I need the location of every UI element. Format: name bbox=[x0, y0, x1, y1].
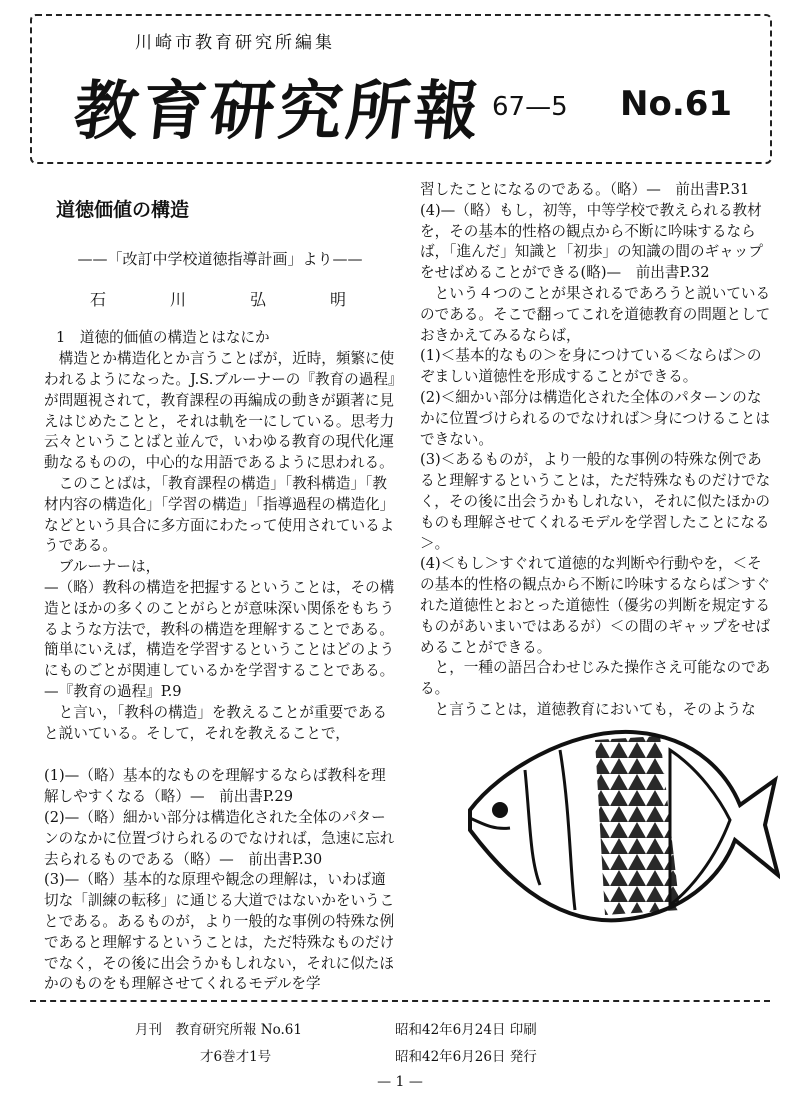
article-title: 道徳価値の構造 bbox=[56, 199, 190, 221]
paragraph: ブルーナーは， bbox=[58, 558, 161, 576]
section-heading: 1 道徳的価値の構造とはなにか bbox=[56, 329, 270, 347]
footer-volume: 才6巻才1号 bbox=[200, 1049, 272, 1065]
list-item: (4)＜もし＞すぐれて道徳的な判断や行動やを，＜その基本的性格の観点から不断に吟味するならば＞すぐれた道徳性とおとった道徳性（優劣の判断を規定するものがあいまいではあるが）＜の間のギャップをせばめることができる。 bbox=[420, 555, 771, 656]
issue-number: No.61 bbox=[620, 84, 733, 124]
footer-print-date: 昭和42年6月24日 印刷 bbox=[395, 1022, 537, 1038]
quote-item: (1)—（略）基本的なものを理解するならば教科を理解しやすくなる（略）— 前出書P.29 bbox=[44, 767, 386, 806]
right-column bbox=[420, 180, 772, 721]
quote-item: (2)—（略）細かい部分は構造化された全体のパターンのなかに位置づけられるのでなければ，急速に忘れ去られるものである（略）— 前出書P.30 bbox=[44, 808, 395, 868]
paragraph: 構造とか構造化とか言うことばが，近時，頻繁に使われるようになった。J.S.ブルーナーの『教育の過程』が問題視されて，教育課程の再編成の動きが顕著に見えはじめたことと，それは軌を一にしている。思考力云々ということばと並んで，いわゆる教育の現代化運動なるものの，中心的な用語であるように思われる。 bbox=[44, 350, 396, 472]
paragraph: このことばは，「教育課程の構造」「教科構造」「教材内容の構造化」「学習の構造」「指導過程の構造化」などという具合に多方面にわたって使用されているようである。 bbox=[44, 474, 395, 555]
footer-issue-date: 昭和42年6月26日 発行 bbox=[395, 1049, 537, 1065]
article-subtitle: ——「改訂中学校道徳指導計画」より—— bbox=[77, 249, 363, 268]
paragraph: 習したことになるのである。（略）— 前出書P.31 bbox=[420, 181, 750, 198]
quote-block: —（略）教科の構造を把握するということは，その構造とほかの多くのことがらとが意味深い関係をもちうるような方法で，教科の構造を理解することである。簡単にいえば，構造を学習するということはどのようにものごとが関連しているかを学習することである。—『教育の過程』P.9 bbox=[44, 578, 395, 700]
footer-divider bbox=[30, 1000, 770, 1002]
paragraph: と言うことは，道徳教育においても，そのような bbox=[434, 700, 756, 718]
masthead-title: 教育研究所報 bbox=[70, 75, 487, 149]
quote-item: (4)—（略）もし，初等，中等学校で教えられる教材を，その基本的性格の観点から不断に吟味するならば，「進んだ」知識と「初歩」の知識の間のギャップをせばめることができる(略)— 前出書P.32 bbox=[420, 201, 763, 282]
footer-publication: 月刊 教育研究所報 No.61 bbox=[135, 1022, 302, 1038]
issue-date: 67—5 bbox=[492, 92, 568, 122]
page-number: — 1 — bbox=[377, 1074, 423, 1090]
left-column bbox=[44, 200, 396, 995]
list-item: (1)＜基本的なもの＞を身につけている＜ならば＞のぞましい道徳性を形成することができる。 bbox=[420, 347, 762, 386]
paragraph: という４つのことが果されるであろうと説いているのである。そこで翻ってこれを道徳教育の問題としておきかえてみるならば， bbox=[420, 284, 771, 344]
quote-item: (3)—（略）基本的な原理や観念の理解は，いわば適切な「訓練の転移」に通じる大道ではないかをいうことである。あるものが，より一般的な事例の特殊な例であると理解するということは，ただ特殊なものだけでなく，その後に出会うかもしれない，それに似たほかのものをも理解させてくれるモデルを学 bbox=[44, 871, 395, 993]
publisher-label: 川崎市教育研究所編集 bbox=[135, 33, 335, 53]
article-author: 石 川 弘 明 bbox=[89, 289, 370, 309]
list-item: (2)＜細かい部分は構造化された全体のパターンのなかに位置づけられるのでなければ＞身につけることはできない。 bbox=[420, 388, 770, 448]
list-item: (3)＜あるものが，より一般的な事例の特殊な例であると理解するということは，ただ特殊なものだけでなく，その後に出会うかもしれない，それに似たほかのものも理解させてくれるモデルを学習したことになる＞。 bbox=[420, 451, 771, 552]
paragraph: と，一種の語呂合わせじみた操作さえ可能なのである。 bbox=[420, 659, 771, 698]
paragraph: と言い，「教科の構造」を教えることが重要であると説いている。そして，それを教えることで， bbox=[44, 703, 387, 742]
fish-illustration bbox=[430, 710, 780, 935]
